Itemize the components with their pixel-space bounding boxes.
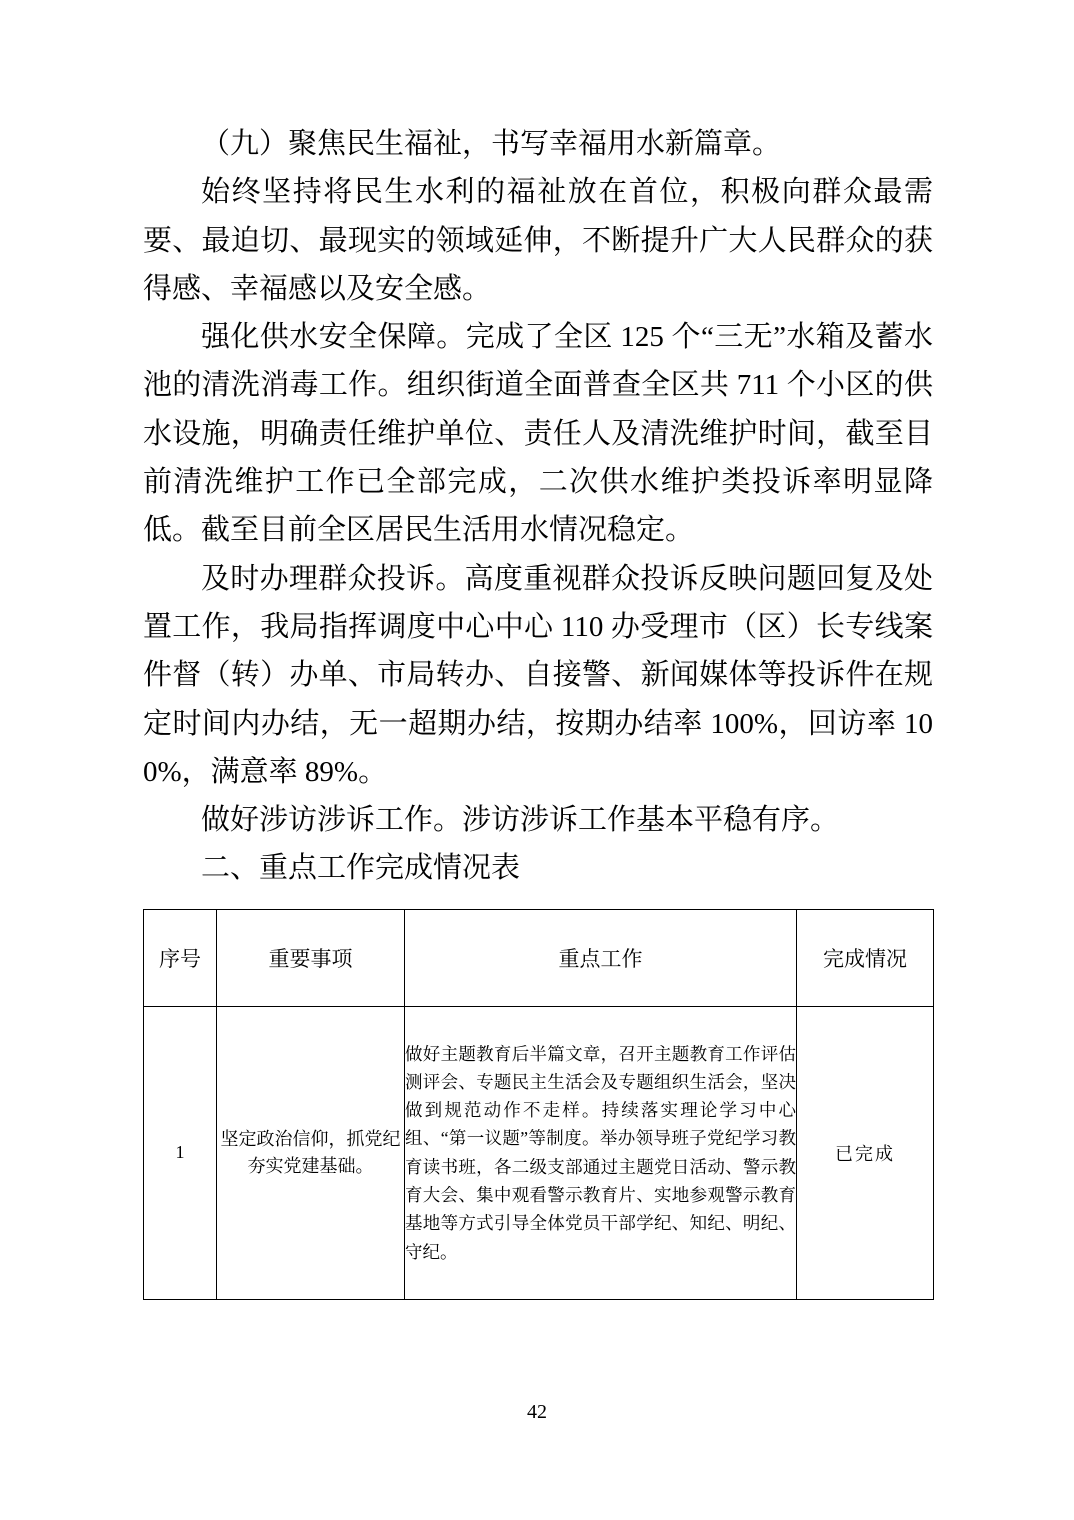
table-header-status: 完成情况 — [797, 909, 934, 1006]
table-row — [144, 1006, 934, 1299]
paragraph-water-supply-safety: 强化供水安全保障。完成了全区 125 个“三无”水箱及蓄水池的清洗消毒工作。组织街道全面普查全区共 711 个小区的供水设施，明确责任维护单位、责任人及清洗维护时间，截至目前清洗维护工作已全部完成，二次供水维护类投诉率明显降低。截至目前全区居民生活用水情况稳定。 — [143, 321, 933, 547]
cell-index: 1 — [144, 1006, 217, 1299]
section-heading: （九）聚焦民生福祉，书写幸福用水新篇章。 — [201, 128, 782, 160]
document-content — [143, 120, 933, 1300]
table-header-index: 序号 — [144, 909, 217, 1006]
table-heading: 二、重点工作完成情况表 — [201, 852, 521, 885]
paragraph-complaint-handling: 及时办理群众投诉。高度重视群众投诉反映问题回复及处置工作，我局指挥调度中心中心 110 办受理市（区）长专线案件督（转）办单、市局转办、自接警、新闻媒体等投诉件在规定时间内办结，无一超期办结，按期办结率 100%，回访率 100%，满意率 89%。 — [143, 562, 933, 788]
table-header-key-work: 重点工作 — [405, 909, 797, 1006]
cell-key-work: 做好主题教育后半篇文章，召开主题教育工作评估测评会、专题民主生活会及专题组织生活会，坚决做到规范动作不走样。持续落实理论学习中心组、“第一议题”等制度。举办领导班子党纪学习教育读书班，各二级支部通过主题党日活动、警示教育大会、集中观看警示教育片、实地参观警示教育基地等方式引导全体党员干部学纪、知纪、明纪、守纪。 — [405, 1006, 797, 1299]
cell-status: 已完成 — [797, 1006, 934, 1299]
key-work-status-table — [143, 909, 934, 1300]
table-header-row — [144, 909, 934, 1006]
table-header-item: 重要事项 — [217, 909, 405, 1006]
cell-item: 坚定政治信仰，抓党纪夯实党建基础。 — [217, 1006, 405, 1299]
page-number: 42 — [527, 1401, 547, 1423]
paragraph-petition-work: 做好涉访涉诉工作。涉访涉诉工作基本平稳有序。 — [201, 804, 840, 837]
paragraph-livelihood: 始终坚持将民生水利的福祉放在首位，积极向群众最需要、最迫切、最现实的领域延伸，不断提升广大人民群众的获得感、幸福感以及安全感。 — [143, 176, 933, 305]
